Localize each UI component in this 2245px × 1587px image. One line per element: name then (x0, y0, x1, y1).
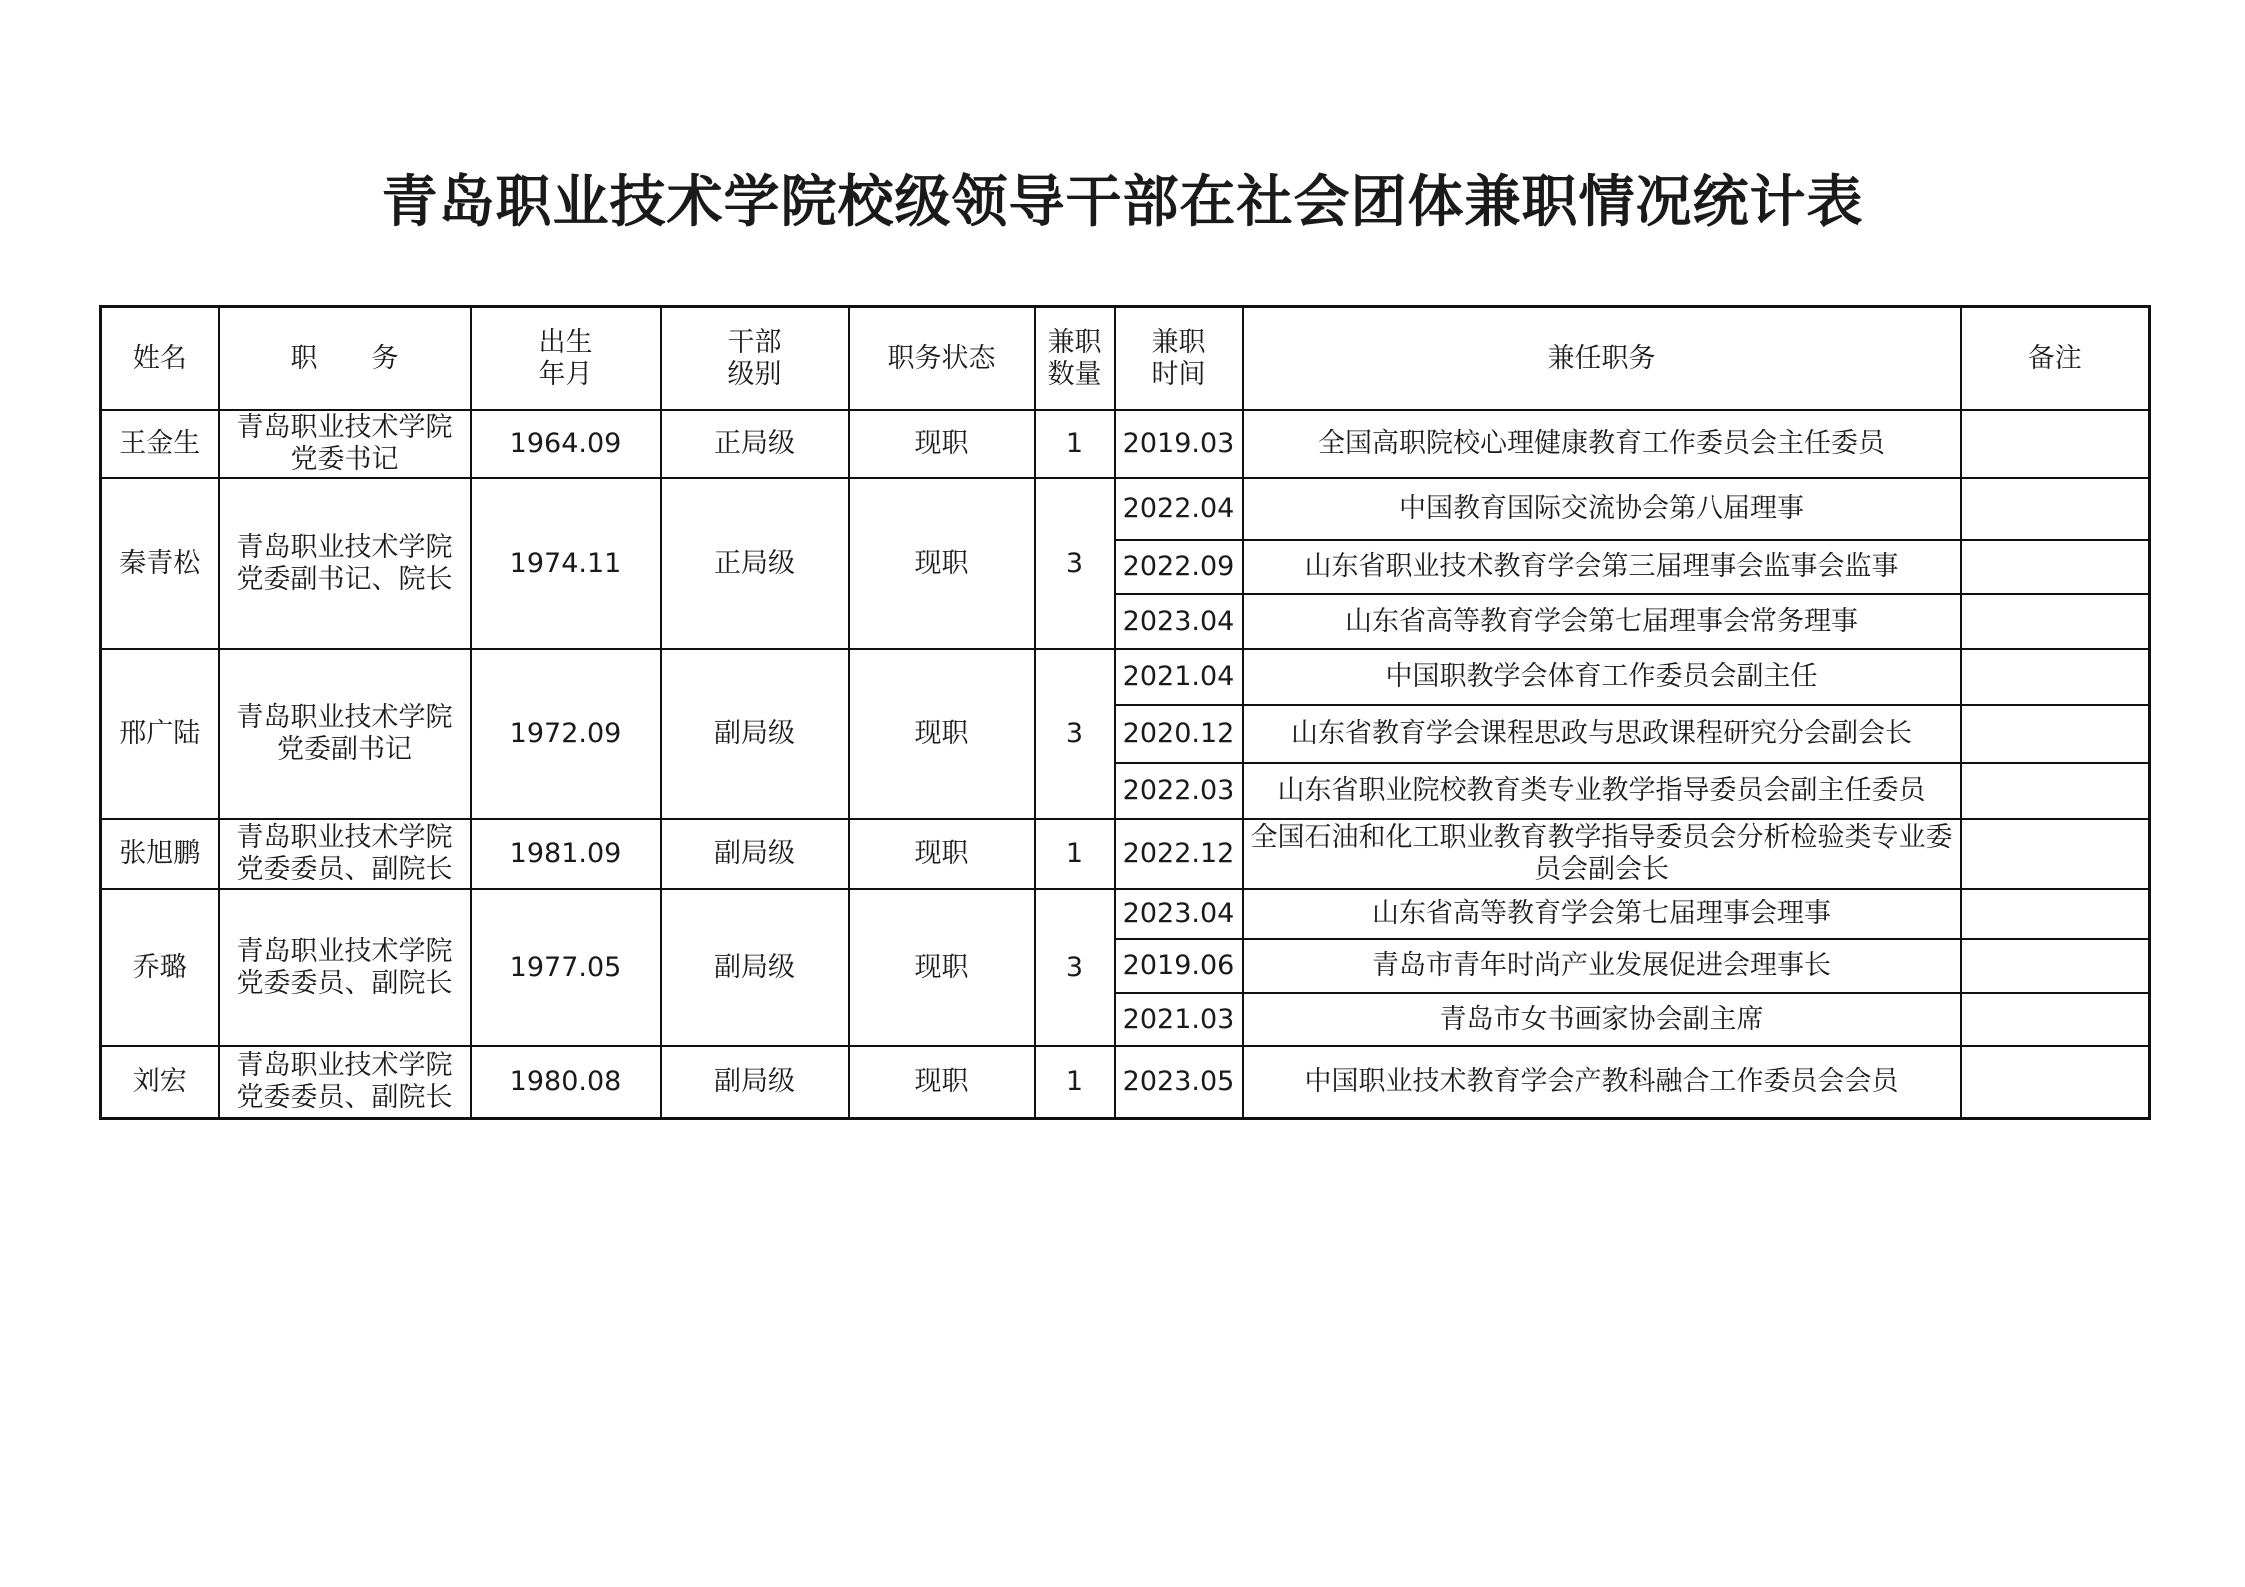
cell-time: 2023.05 (1115, 1046, 1243, 1118)
header-birth-line2: 年月 (538, 358, 593, 390)
header-count-line2: 数量 (1047, 358, 1102, 390)
cell-level: 正局级 (661, 410, 849, 478)
cell-duty: 山东省高等教育学会第七届理事会理事 (1243, 889, 1961, 939)
position-line1: 青岛职业技术学院 (236, 702, 453, 733)
cell-count: 1 (1035, 1046, 1115, 1118)
table-row (101, 478, 2150, 540)
position-line1: 青岛职业技术学院 (236, 1049, 453, 1081)
cell-duty: 中国职教学会体育工作委员会副主任 (1243, 649, 1961, 705)
cell-time: 2022.03 (1115, 763, 1243, 819)
header-level-line2: 级别 (727, 358, 782, 390)
position-line1: 青岛职业技术学院 (236, 412, 453, 443)
header-level-line1: 干部 (727, 326, 782, 358)
cell-name: 刘宏 (101, 1046, 219, 1118)
header-position: 职 务 (219, 307, 471, 411)
position-line2: 党委副书记 (277, 734, 412, 765)
cell-note (1961, 410, 2150, 478)
position-line1: 青岛职业技术学院 (236, 935, 453, 967)
cell-level: 副局级 (661, 649, 849, 819)
cell-count: 3 (1035, 649, 1115, 819)
cell-note (1961, 540, 2150, 594)
cell-note (1961, 819, 2150, 889)
cell-duty: 山东省职业院校教育类专业教学指导委员会副主任委员 (1243, 763, 1961, 819)
cell-note (1961, 705, 2150, 763)
cell-time: 2021.03 (1115, 993, 1243, 1046)
table-row (101, 819, 2150, 889)
cell-name: 乔璐 (101, 889, 219, 1046)
cell-time: 2023.04 (1115, 594, 1243, 649)
page-title: 青岛职业技术学院校级领导干部在社会团体兼职情况统计表 (381, 169, 1864, 235)
position-line2: 党委委员、副院长 (236, 1081, 453, 1113)
position-line2: 党委副书记、院长 (236, 563, 453, 595)
cell-duty: 中国教育国际交流协会第八届理事 (1243, 478, 1961, 540)
cell-position (219, 649, 471, 819)
cell-time: 2021.04 (1115, 649, 1243, 705)
cell-name: 秦青松 (101, 478, 219, 649)
header-time-line2: 时间 (1151, 358, 1206, 390)
table-row (101, 1046, 2150, 1118)
position-line2: 党委委员、副院长 (236, 967, 453, 999)
cell-status: 现职 (849, 889, 1035, 1046)
cell-duty: 中国职业技术教育学会产教科融合工作委员会会员 (1243, 1046, 1961, 1118)
cell-duty: 全国高职院校心理健康教育工作委员会主任委员 (1243, 410, 1961, 478)
cell-duty: 山东省职业技术教育学会第三届理事会监事会监事 (1243, 540, 1961, 594)
cell-note (1961, 939, 2150, 993)
cell-duty: 青岛市女书画家协会副主席 (1243, 993, 1961, 1046)
header-note: 备注 (1961, 307, 2150, 411)
header-count-line1: 兼职 (1047, 326, 1102, 358)
cell-time: 2023.04 (1115, 889, 1243, 939)
cell-count: 3 (1035, 478, 1115, 649)
cell-birth: 1977.05 (471, 889, 661, 1046)
cell-position (219, 478, 471, 649)
cell-level: 副局级 (661, 1046, 849, 1118)
cell-duty: 山东省高等教育学会第七届理事会常务理事 (1243, 594, 1961, 649)
cell-duty: 山东省教育学会课程思政与思政课程研究分会副会长 (1243, 705, 1961, 763)
table-row (101, 649, 2150, 705)
cell-time: 2022.09 (1115, 540, 1243, 594)
cell-time: 2019.03 (1115, 410, 1243, 478)
cell-position (219, 889, 471, 1046)
cell-level: 副局级 (661, 889, 849, 1046)
cell-level: 正局级 (661, 478, 849, 649)
cell-note (1961, 763, 2150, 819)
cell-position (219, 1046, 471, 1118)
header-status: 职务状态 (849, 307, 1035, 411)
cell-time: 2020.12 (1115, 705, 1243, 763)
cell-status: 现职 (849, 649, 1035, 819)
cell-birth: 1980.08 (471, 1046, 661, 1118)
cell-note (1961, 478, 2150, 540)
cell-note (1961, 889, 2150, 939)
position-line2: 党委委员、副院长 (236, 854, 453, 885)
header-birth (471, 307, 661, 411)
cell-time: 2019.06 (1115, 939, 1243, 993)
cell-status: 现职 (849, 410, 1035, 478)
cell-time: 2022.12 (1115, 819, 1243, 889)
cell-count: 3 (1035, 889, 1115, 1046)
cell-status: 现职 (849, 478, 1035, 649)
cell-birth: 1981.09 (471, 819, 661, 889)
cell-duty: 青岛市青年时尚产业发展促进会理事长 (1243, 939, 1961, 993)
cell-count: 1 (1035, 819, 1115, 889)
cell-note (1961, 993, 2150, 1046)
cell-duty: 全国石油和化工职业教育教学指导委员会分析检验类专业委员会副会长 (1243, 819, 1961, 889)
cell-name: 张旭鹏 (101, 819, 219, 889)
cell-time: 2022.04 (1115, 478, 1243, 540)
cell-count: 1 (1035, 410, 1115, 478)
position-line1: 青岛职业技术学院 (236, 531, 453, 563)
header-name: 姓名 (101, 307, 219, 411)
cell-note (1961, 594, 2150, 649)
cell-birth: 1964.09 (471, 410, 661, 478)
cell-birth: 1974.11 (471, 478, 661, 649)
cell-note (1961, 649, 2150, 705)
header-level (661, 307, 849, 411)
header-count (1035, 307, 1115, 411)
header-duty: 兼任职务 (1243, 307, 1961, 411)
table-row (101, 889, 2150, 939)
cell-status: 现职 (849, 1046, 1035, 1118)
header-time-line1: 兼职 (1151, 326, 1206, 358)
cell-position (219, 819, 471, 889)
cell-position (219, 410, 471, 478)
cell-birth: 1972.09 (471, 649, 661, 819)
header-birth-line1: 出生 (538, 326, 593, 358)
header-time (1115, 307, 1243, 411)
cell-name: 王金生 (101, 410, 219, 478)
header-row (101, 307, 2150, 411)
table-row (101, 410, 2150, 478)
cell-note (1961, 1046, 2150, 1118)
position-line2: 党委书记 (290, 444, 399, 475)
cell-level: 副局级 (661, 819, 849, 889)
position-line1: 青岛职业技术学院 (236, 822, 453, 853)
cell-name: 邢广陆 (101, 649, 219, 819)
cell-status: 现职 (849, 819, 1035, 889)
stats-table (99, 305, 2151, 1120)
